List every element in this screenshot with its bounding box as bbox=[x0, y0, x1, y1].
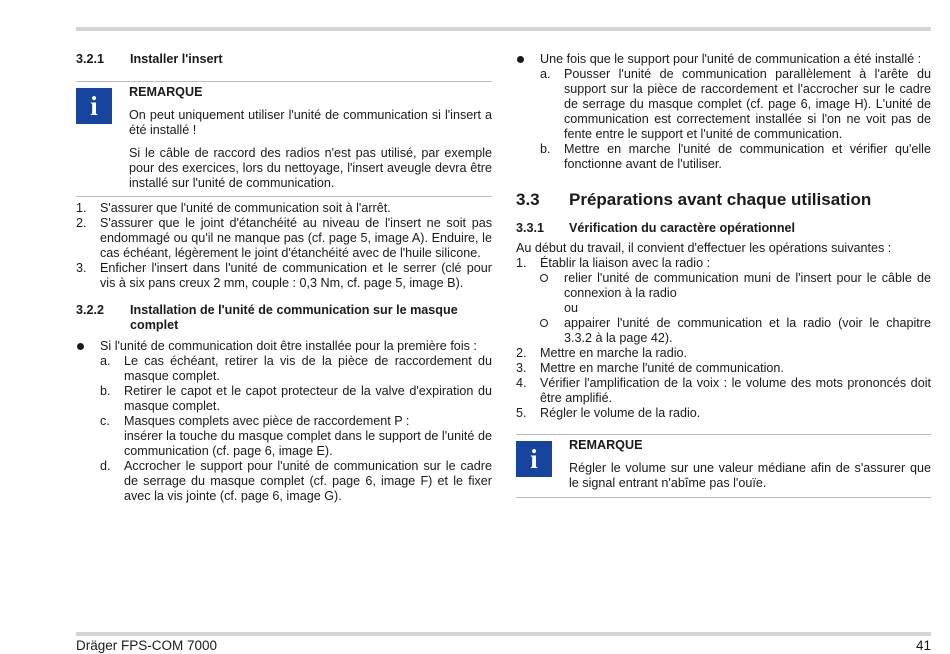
intro-text: Au début du travail, il convient d'effectuer les opérations suivantes : bbox=[516, 241, 892, 255]
list-item bbox=[76, 261, 492, 291]
list-text: relier l'unité de communication muni de l'insert pour le câble de connexion à la radio bbox=[564, 271, 931, 300]
section-number: 3.2.2 bbox=[76, 303, 105, 317]
page-number: 41 bbox=[915, 638, 931, 653]
list-number: 2. bbox=[516, 346, 527, 360]
sub-list-item bbox=[100, 459, 492, 504]
note-label: REMARQUE bbox=[129, 85, 203, 99]
list-text: Une fois que le support pour l'unité de communication a été installé : bbox=[540, 52, 922, 66]
note-paragraph: On peut uniquement utiliser l'unité de communication si l'insert a été installé ! bbox=[129, 108, 492, 137]
list-item bbox=[516, 406, 931, 421]
list-text: appairer l'unité de communication et la radio (voir le chapitre 3.3.2 à la page 42). bbox=[564, 316, 931, 345]
list-item bbox=[76, 201, 492, 216]
list-number: 5. bbox=[516, 406, 527, 420]
list-text: S'assurer que l'unité de communication soit à l'arrêt. bbox=[100, 201, 391, 215]
list-text: Retirer le capot et le capot protecteur de la valve d'expiration du masque complet. bbox=[124, 384, 492, 413]
list-number: 1. bbox=[76, 201, 87, 215]
section-title: Préparations avant chaque utilisation bbox=[569, 190, 872, 209]
bullet-icon bbox=[517, 56, 524, 63]
footer-rule bbox=[76, 632, 931, 636]
right-column bbox=[516, 52, 931, 498]
list-text: Établir la liaison avec la radio : bbox=[540, 256, 711, 270]
list-letter: d. bbox=[100, 459, 111, 473]
note-paragraph: Si le câble de raccord des radios n'est pas utilisé, par exemple pour des exercices, lors du nettoyage, l'insert aveugle devra être installé sur l'unité de communication. bbox=[129, 146, 492, 190]
list-letter: a. bbox=[540, 67, 551, 81]
sub-list-item bbox=[100, 384, 492, 414]
bullet-list bbox=[76, 339, 492, 504]
sub-list bbox=[76, 354, 492, 504]
section-title: Installation de l'unité de communication sur le masque complet bbox=[130, 303, 458, 332]
section-heading-3-3-1 bbox=[516, 221, 931, 236]
list-text: Vérifier l'amplification de la voix : le volume des mots prononcés doit être amplifié. bbox=[540, 376, 931, 405]
footer-product: Dräger FPS-COM 7000 bbox=[76, 638, 218, 653]
list-number: 4. bbox=[516, 376, 527, 390]
header-rule bbox=[76, 27, 931, 31]
list-item bbox=[516, 346, 931, 361]
section-title: Installer l'insert bbox=[130, 52, 223, 66]
list-text: Régler le volume de la radio. bbox=[540, 406, 701, 420]
list-letter: b. bbox=[100, 384, 111, 398]
info-icon: i bbox=[516, 441, 552, 477]
list-text: Mettre en marche l'unité de communication et vérifier qu'elle fonctionne avant de l'utiliser. bbox=[564, 142, 931, 171]
option-list bbox=[516, 271, 931, 346]
list-item bbox=[516, 361, 931, 376]
section-number: 3.2.1 bbox=[76, 52, 105, 66]
list-text: Enficher l'insert dans l'unité de communication et le serrer (clé pour vis à six pans creux 2 mm, couple : 0,3 Nm, cf. page 5, image B). bbox=[100, 261, 492, 290]
list-text: Si l'unité de communication doit être installée pour la première fois : bbox=[100, 339, 477, 353]
section-number: 3.3 bbox=[516, 190, 540, 209]
numbered-list bbox=[76, 201, 492, 291]
sub-list-item bbox=[100, 354, 492, 384]
circle-bullet-icon bbox=[540, 274, 548, 282]
note-box bbox=[516, 434, 931, 498]
list-letter: c. bbox=[100, 414, 110, 428]
list-text: Mettre en marche la radio. bbox=[540, 346, 687, 360]
sub-list-item bbox=[100, 414, 492, 459]
section-heading-3-2-2 bbox=[76, 303, 492, 333]
numbered-list bbox=[516, 256, 931, 421]
list-item bbox=[516, 376, 931, 406]
list-text: Masques complets avec pièce de raccordement P : bbox=[124, 414, 410, 428]
sub-list-item bbox=[540, 142, 931, 172]
section-number: 3.3.1 bbox=[516, 221, 545, 235]
list-letter: b. bbox=[540, 142, 551, 156]
circle-bullet-icon bbox=[540, 319, 548, 327]
list-text: Pousser l'unité de communication parallèlement à l'arête du support sur la pièce de raccordement et l'accrocher sur le cadre de serrage du masque complet (cf. page 6, image H). L'unité de communication est correctement installée si l'on ne voit pas de fente entre le support et l'unité de communication. bbox=[564, 67, 931, 141]
list-text: Mettre en marche l'unité de communication. bbox=[540, 361, 784, 375]
list-number: 3. bbox=[516, 361, 527, 375]
left-column bbox=[76, 52, 492, 504]
option-item bbox=[540, 316, 931, 346]
option-separator bbox=[540, 301, 931, 316]
list-text: S'assurer que le joint d'étanchéité au niveau de l'insert ne soit pas endommagé ou qu'il ne manque pas (cf. page 5, image A). Enduire, le cas échéant, légèrement le joint d'étanchéité avec de l'huile silicone. bbox=[100, 216, 492, 260]
list-letter: a. bbox=[100, 354, 111, 368]
note-paragraph: Régler le volume sur une valeur médiane afin de s'assurer que le signal entrant n'abîme pas l'ouïe. bbox=[569, 461, 931, 490]
section-heading-3-3 bbox=[516, 190, 931, 210]
list-item bbox=[516, 52, 931, 67]
list-item bbox=[76, 216, 492, 261]
list-text: Le cas échéant, retirer la vis de la pièce de raccordement du masque complet. bbox=[124, 354, 492, 383]
list-number: 1. bbox=[516, 256, 527, 270]
note-label: REMARQUE bbox=[569, 438, 643, 452]
list-item bbox=[76, 339, 492, 354]
list-text: insérer la touche du masque complet dans le support de l'unité de communication (cf. page 6, image E). bbox=[124, 429, 492, 458]
sub-list-item bbox=[540, 67, 931, 142]
list-item bbox=[516, 256, 931, 271]
bullet-list bbox=[516, 52, 931, 172]
or-text: ou bbox=[564, 301, 579, 315]
list-text: Accrocher le support pour l'unité de communication sur le cadre de serrage du masque complet (cf. page 6, image F) et le fixer avec la vis jointe (cf. page 6, image G). bbox=[124, 459, 492, 503]
info-icon: i bbox=[76, 88, 112, 124]
section-heading-3-2-1 bbox=[76, 52, 492, 67]
note-box bbox=[76, 81, 492, 197]
list-number: 2. bbox=[76, 216, 87, 230]
sub-list bbox=[516, 67, 931, 172]
list-number: 3. bbox=[76, 261, 87, 275]
option-item bbox=[540, 271, 931, 301]
section-title: Vérification du caractère opérationnel bbox=[569, 221, 796, 235]
bullet-icon bbox=[77, 343, 84, 350]
